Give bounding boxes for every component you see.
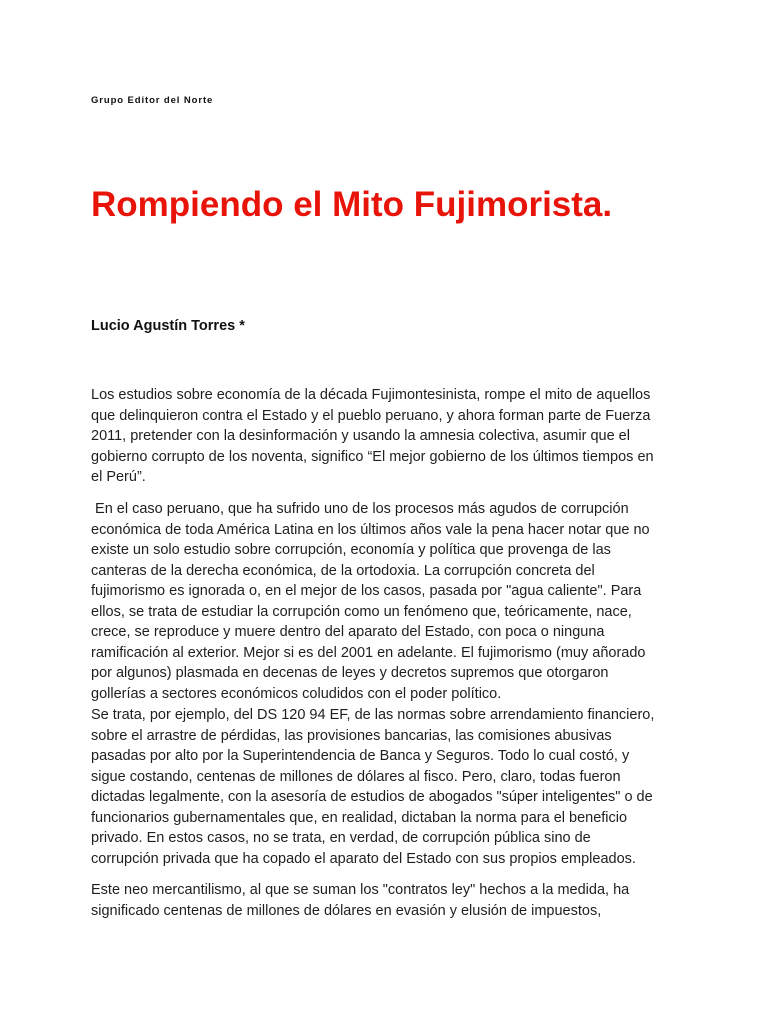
paragraph-line: sobre el arrastre de pérdidas, las provisiones bancarias, las comisiones abusivas — [91, 727, 612, 744]
paragraph-line: crece, se reproduce y muere dentro del aparato del Estado, con poca o ninguna — [91, 624, 605, 640]
paragraph-line: gobierno corrupto de los noventa, significo “El mejor gobierno de los últimos tiempos en — [91, 448, 654, 465]
paragraph-line: ellos, se trata de estudiar la corrupción como un fenómeno que, teóricamente, nace, — [91, 603, 632, 620]
paragraph-line: privado. En estos casos, no se trata, en verdad, de corrupción pública sino de — [91, 830, 591, 846]
paragraph-line: dictadas legalmente, con la asesoría de estudios de abogados "súper inteligentes" o de — [91, 789, 653, 805]
author-name: Lucio Agustín Torres * — [91, 318, 245, 334]
paragraph-3 — [91, 705, 691, 869]
paragraph-line: el Perú”. — [91, 469, 146, 485]
paragraph-line: económica de toda América Latina en los últimos años vale la pena hacer notar que no — [91, 521, 650, 538]
paragraph-line: Este neo mercantilismo, al que se suman los "contratos ley" hechos a la medida, ha — [91, 882, 630, 898]
publisher-name: Grupo Editor del Norte — [91, 95, 214, 106]
paragraph-line: sigue costando, centenas de millones de dólares al fisco. Pero, claro, todas fueron — [91, 768, 621, 785]
paragraph-line: 2011, pretender con la desinformación y usando la amnesia colectiva, asumir que el — [91, 428, 630, 444]
paragraph-line: por algunos) plasmada en decenas de leyes y decretos supremos que otorgaron — [91, 665, 609, 681]
paragraph-2 — [91, 499, 691, 704]
paragraph-line: corrupción privada que ha copado el aparato del Estado con sus propios empleados. — [91, 850, 636, 867]
paragraph-line: significado centenas de millones de dólares en evasión y elusión de impuestos, — [91, 902, 602, 919]
paragraph-line: que delinquieron contra el Estado y el pueblo peruano, y ahora forman parte de Fuerza — [91, 407, 651, 424]
paragraph-line: Los estudios sobre economía de la década Fujimontesinista, rompe el mito de aquellos — [91, 387, 651, 403]
paragraph-line: existe un solo estudio sobre corrupción, economía y política que provenga de las — [91, 542, 611, 558]
article-title: Rompiendo el Mito Fujimorista. — [91, 185, 613, 224]
paragraph-4 — [91, 880, 691, 921]
paragraph-line: Se trata, por ejemplo, del DS 120 94 EF, de las normas sobre arrendamiento financiero, — [91, 707, 655, 723]
paragraph-line: En el caso peruano, que ha sufrido uno de los procesos más agudos de corrupción — [91, 501, 629, 517]
paragraph-1 — [91, 385, 691, 488]
paragraph-line: gollerías a sectores económicos coludidos con el poder político. — [91, 685, 502, 702]
paragraph-line: ramificación al exterior. Mejor si es del 2001 en adelante. El fujimorismo (muy añorado — [91, 644, 646, 661]
paragraph-line: canteras de la derecha económica, de la ortodoxia. La corrupción concreta del — [91, 562, 595, 579]
paragraph-line: fujimorismo es ignorada o, en el mejor de los casos, pasada por "agua caliente". Para — [91, 583, 642, 599]
paragraph-line: pasadas por alto por la Superintendencia de Banca y Seguros. Todo lo cual costó, y — [91, 748, 630, 764]
paragraph-line: funcionarios gubernamentales que, en realidad, dictaban la norma para el beneficio — [91, 809, 628, 826]
